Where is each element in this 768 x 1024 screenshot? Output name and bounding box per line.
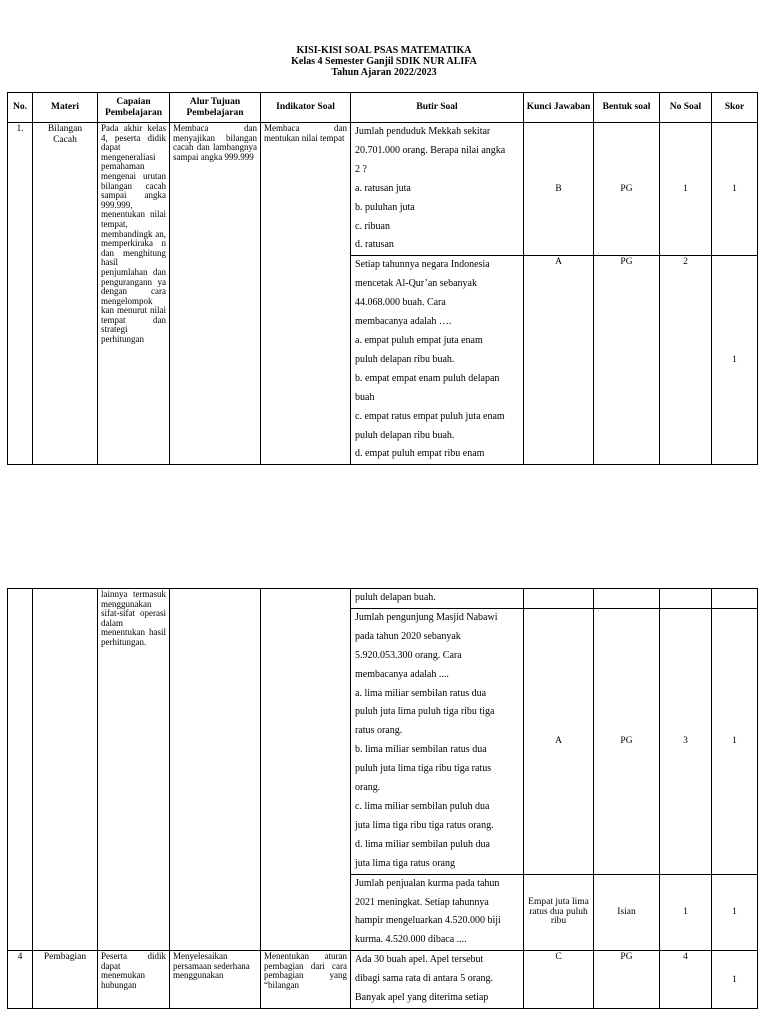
cell-kunci-q2: A	[524, 256, 594, 465]
cell-bentuk-q4: Isian	[594, 874, 660, 951]
q1-option-d: d. ratusan	[355, 239, 394, 251]
q2-option-c: c. empat ratus empat puluh juta enam	[355, 410, 505, 422]
q5-line: Ada 30 buah apel. Apel tersebut	[355, 954, 484, 966]
q2-line: puluh delapan ribu buah.	[355, 353, 455, 365]
col-bentuk: Bentuk soal	[594, 93, 660, 123]
q2-line: Setiap tahunnya negara Indonesia	[355, 259, 490, 271]
kisi-table-page-2	[7, 588, 758, 1009]
q2-option-d: d. empat puluh empat ribu enam	[355, 448, 485, 460]
col-no: No.	[8, 93, 33, 123]
table-row	[8, 589, 758, 609]
cell-materi-cont	[33, 589, 98, 951]
cell-alur: Membaca dan menyajikan bilangan cacah dan lambangnya sampai angka 999.999	[170, 123, 261, 465]
cell-no-cont	[8, 589, 33, 951]
q3-line: ratus orang.	[355, 725, 403, 737]
col-skor: Skor	[712, 93, 758, 123]
col-butir: Butir Soal	[351, 93, 524, 123]
q3-option-d: d. lima miliar sembilan puluh dua	[355, 838, 490, 850]
cell-butir-q2-cont: puluh delapan buah.	[351, 589, 524, 609]
cell-empty	[594, 589, 660, 609]
q3-line: 5.920.053.300 orang. Cara	[355, 649, 462, 661]
cell-bentuk-q5: PG	[594, 951, 660, 1009]
cell-alur-2: Menyelesaikan persamaan sederhana menggunakan	[170, 951, 261, 1009]
q3-line: juta lima tiga ratus orang	[355, 857, 455, 869]
q3-line: orang.	[355, 782, 381, 794]
q3-line: puluh juta lima tiga ribu tiga ratus	[355, 763, 492, 775]
cell-butir-q4	[351, 874, 524, 951]
q5-line: Banyak apel yang diterima setiap	[355, 992, 489, 1004]
col-nosoal: No Soal	[660, 93, 712, 123]
q4-line: Jumlah penjualan kurma pada tahun	[355, 877, 500, 889]
cell-butir-q1	[351, 123, 524, 256]
cell-empty	[660, 589, 712, 609]
q1-option-c: c. ribuan	[355, 220, 390, 232]
cell-materi-2: Pembagian	[33, 951, 98, 1009]
cell-capaian-cont: lainnya termasuk menggunakan sifat-sifat operasi dalam menentukan hasil perhitungan.	[98, 589, 170, 951]
cell-skor-q2: 1	[712, 256, 758, 465]
q3-option-c: c. lima miliar sembilan puluh dua	[355, 800, 490, 812]
cell-kunci-q5: C	[524, 951, 594, 1009]
cell-indikator-2: Menentukan aturan pembagian dari cara pembagian yang “bilangan	[261, 951, 351, 1009]
cell-alur-cont	[170, 589, 261, 951]
col-indikator: Indikator Soal	[261, 93, 351, 123]
cell-kunci-q4: Empat juta lima ratus dua puluh ribu	[524, 874, 594, 951]
cell-capaian-2: Peserta didik dapat menemukan hubungan	[98, 951, 170, 1009]
q3-line: Jumlah pengunjung Masjid Nabawi	[355, 611, 498, 623]
cell-empty	[712, 589, 758, 609]
q4-line: kurma. 4.520.000 dibaca ....	[355, 934, 467, 946]
cell-nosoal-q3: 3	[660, 608, 712, 874]
cell-bentuk-q3: PG	[594, 608, 660, 874]
q4-line: 2021 meningkat. Setiap tahunnya	[355, 896, 489, 908]
q2-option-b: b. empat empat enam puluh delapan	[355, 372, 500, 384]
col-kunci: Kunci Jawaban	[524, 93, 594, 123]
cell-capaian: Pada akhir kelas 4, peserta didik dapat mengeneraliasi pemahaman mengenai urutan bilangan cacah sampai angka 999.999, menentukan nilai tempat, membandingk an, memperkiraka n dan menghitung hasil penjumlahan dan pengurangann ya dengan cara mengelompok kan menurut nilai tempat dan strategi perhitungan	[98, 123, 170, 465]
cell-no-2: 4	[8, 951, 33, 1009]
cell-empty	[524, 589, 594, 609]
cell-indikator: Membaca dan mentukan nilai tempat	[261, 123, 351, 465]
q1-line: 2 ?	[355, 163, 367, 175]
cell-indikator-cont	[261, 589, 351, 951]
document-header	[0, 45, 768, 78]
cell-skor-q5: 1	[712, 951, 758, 1009]
cell-butir-q2	[351, 256, 524, 465]
cell-skor-q3: 1	[712, 608, 758, 874]
q3-line: juta lima tiga ribu tiga ratus orang.	[355, 819, 494, 831]
q2-line: buah	[355, 391, 375, 403]
cell-kunci-q3: A	[524, 608, 594, 874]
col-materi: Materi	[33, 93, 98, 123]
header-row	[8, 93, 758, 123]
q3-line: pada tahun 2020 sebanyak	[355, 630, 461, 642]
doc-year: Tahun Ajaran 2022/2023	[331, 67, 437, 78]
q5-line: dibagi sama rata di antara 5 orang.	[355, 973, 493, 985]
cell-skor-q1: 1	[712, 123, 758, 256]
cell-butir-q3	[351, 608, 524, 874]
q1-line: Jumlah penduduk Mekkah sekitar	[355, 126, 491, 137]
q3-option-a: a. lima miliar sembilan ratus dua	[355, 687, 487, 699]
q4-line: hampir mengeluarkan 4.520.000 biji	[355, 915, 501, 927]
cell-nosoal-q5: 4	[660, 951, 712, 1009]
table-row	[8, 123, 758, 256]
cell-skor-q4: 1	[712, 874, 758, 951]
q3-line: puluh juta lima puluh tiga ribu tiga	[355, 706, 495, 718]
q2-line: membacanya adalah ….	[355, 316, 452, 328]
col-capaian: Capaian Pembelajaran	[98, 93, 170, 123]
q2-line: mencetak Al-Qur’an sebanyak	[355, 278, 477, 290]
q1-option-b: b. puluhan juta	[355, 201, 415, 213]
cell-butir-q5	[351, 951, 524, 1009]
cell-bentuk-q1: PG	[594, 123, 660, 256]
cell-nosoal-q4: 1	[660, 874, 712, 951]
q1-option-a: a. ratusan juta	[355, 182, 411, 194]
q1-line: 20.701.000 orang. Berapa nilai angka	[355, 144, 506, 156]
doc-title: KISI-KISI SOAL PSAS MATEMATIKA	[296, 45, 472, 56]
doc-subtitle: Kelas 4 Semester Ganjil SDIK NUR ALIFA	[291, 56, 477, 67]
cell-nosoal-q1: 1	[660, 123, 712, 256]
cell-nosoal-q2: 2	[660, 256, 712, 465]
q3-option-b: b. lima miliar sembilan ratus dua	[355, 744, 487, 756]
q2-line: 44.068.000 buah. Cara	[355, 297, 446, 309]
q3-line: membacanya adalah ....	[355, 668, 449, 680]
kisi-table-page-1	[7, 92, 758, 465]
q2-line: puluh delapan ribu buah.	[355, 429, 455, 441]
q2-option-a: a. empat puluh empat juta enam	[355, 334, 483, 346]
col-alur: Alur Tujuan Pembelajaran	[170, 93, 261, 123]
cell-kunci-q1: B	[524, 123, 594, 256]
cell-bentuk-q2: PG	[594, 256, 660, 465]
table-row	[8, 951, 758, 1009]
cell-materi: Bilangan Cacah	[33, 123, 98, 465]
cell-no: 1.	[8, 123, 33, 465]
